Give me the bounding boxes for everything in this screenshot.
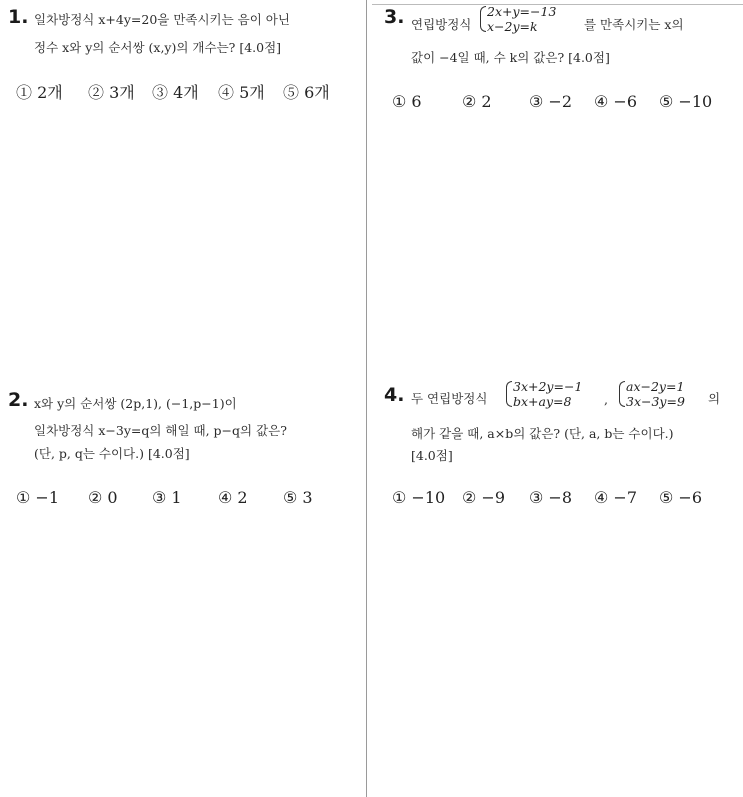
choice-4[interactable]: ④ 2 (218, 488, 248, 507)
question-number: 4. (384, 384, 405, 406)
question-text-line-3: (단, p, q는 수이다.) [4.0점] (34, 446, 190, 461)
equation-system (480, 4, 556, 34)
question-number: 3. (384, 6, 405, 28)
equation-line-1: 2x+y=−13 (487, 4, 557, 19)
equation-system-2 (619, 379, 685, 409)
choice-2[interactable]: ② 3개 (88, 83, 135, 102)
system-separator: , (604, 392, 608, 407)
equation-line-2: bx+ay=8 (513, 394, 572, 409)
question-suffix: 를 만족시키는 x의 (584, 17, 684, 32)
choice-4[interactable]: ④ 5개 (218, 83, 265, 102)
question-number: 2. (8, 389, 29, 411)
question-text-line-2: 일차방정식 x−3y=q의 해일 때, p−q의 값은? (34, 423, 287, 438)
question-text-line-2: 해가 같을 때, a×b의 값은? (단, a, b는 수이다.) (411, 426, 674, 441)
question-text-line-3: [4.0점] (411, 448, 453, 463)
equation-line-1: ax−2y=1 (626, 379, 685, 394)
column-divider (366, 0, 367, 797)
choice-1[interactable]: ① −10 (392, 488, 446, 507)
equation-line-2: 3x−3y=9 (626, 394, 685, 409)
choice-3[interactable]: ③ 1 (152, 488, 182, 507)
choice-3[interactable]: ③ 4개 (152, 83, 199, 102)
choice-4[interactable]: ④ −6 (594, 92, 638, 111)
choice-3[interactable]: ③ −2 (529, 92, 573, 111)
top-rule (372, 4, 743, 5)
choice-2[interactable]: ② 2 (462, 92, 492, 111)
question-prefix: 연립방정식 (411, 17, 472, 32)
choice-5[interactable]: ⑤ 6개 (283, 83, 330, 102)
equation-line-1: 3x+2y=−1 (513, 379, 583, 394)
choice-1[interactable]: ① 2개 (16, 83, 63, 102)
choice-2[interactable]: ② −9 (462, 488, 506, 507)
choice-5[interactable]: ⑤ 3 (283, 488, 313, 507)
choice-3[interactable]: ③ −8 (529, 488, 573, 507)
question-number: 1. (8, 6, 29, 28)
question-prefix: 두 연립방정식 (411, 391, 488, 406)
question-text-line-2: 정수 x와 y의 순서쌍 (x,y)의 개수는? [4.0점] (34, 40, 282, 55)
equation-line-2: x−2y=k (487, 19, 538, 34)
question-text-line-2: 값이 −4일 때, 수 k의 값은? [4.0점] (411, 50, 610, 65)
choice-1[interactable]: ① −1 (16, 488, 60, 507)
choice-4[interactable]: ④ −7 (594, 488, 638, 507)
equation-system-1 (506, 379, 582, 409)
choice-5[interactable]: ⑤ −6 (659, 488, 703, 507)
question-text-line-1: x와 y의 순서쌍 (2p,1), (−1,p−1)이 (34, 396, 237, 411)
question-suffix: 의 (708, 391, 721, 406)
choice-1[interactable]: ① 6 (392, 92, 422, 111)
question-text-line-1: 일차방정식 x+4y=20을 만족시키는 음이 아닌 (34, 12, 290, 27)
choice-2[interactable]: ② 0 (88, 488, 118, 507)
choice-5[interactable]: ⑤ −10 (659, 92, 713, 111)
